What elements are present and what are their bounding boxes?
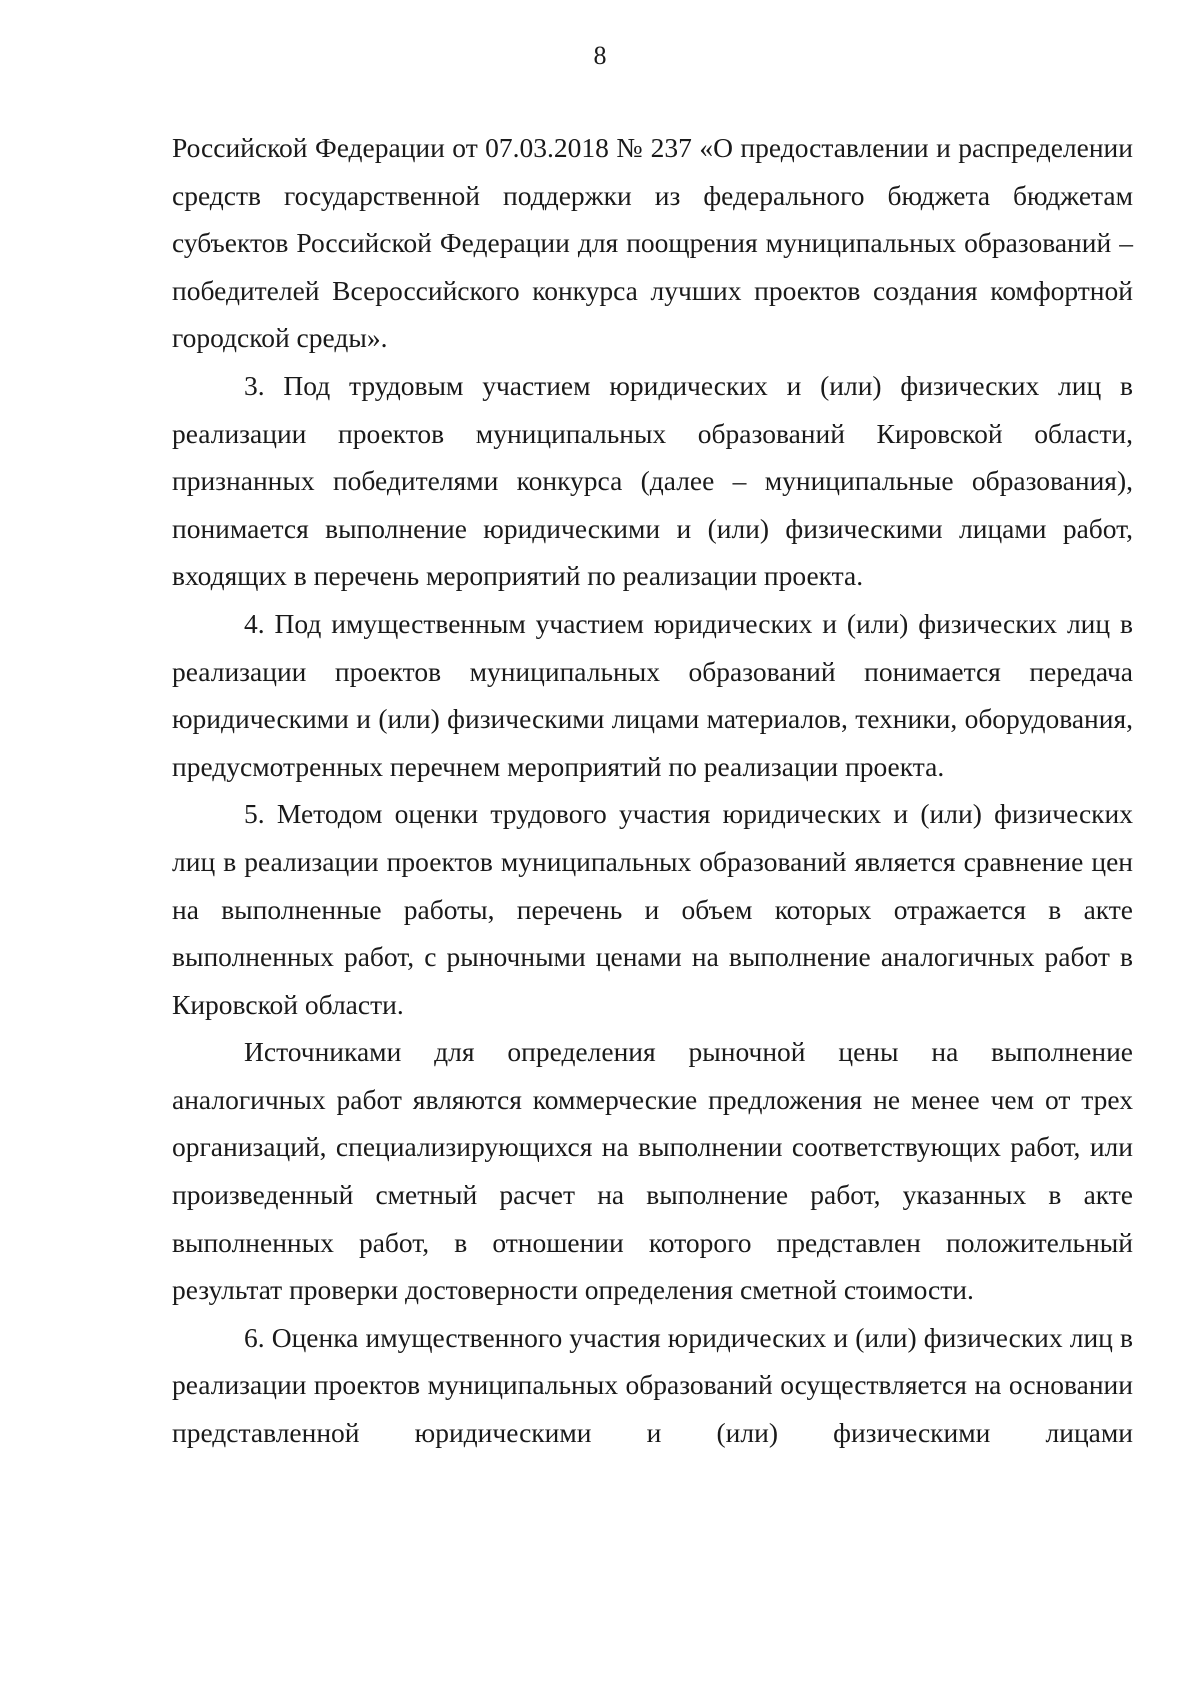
- page-number: 8: [593, 41, 607, 70]
- paragraph-3-labor-participation: 3. Под трудовым участием юридических и (или) физических лиц в реализации проектов муниципальных образований Кировской области, признанных победителями конкурса (далее – муниципальные образования), понимается выполнение юридическими и (или) физическими лицами работ, входящих в перечень мероприятий по реализации проекта.: [172, 369, 1133, 592]
- paragraph-4-property-participation: 4. Под имущественным участием юридических и (или) физических лиц в реализации проектов муниципальных образований понимается передача юридическими и (или) физическими лицами материалов, техники, оборудования, предусмотренных перечнем мероприятий по реализации проекта.: [172, 607, 1133, 782]
- paragraph-5-assessment-method: 5. Методом оценки трудового участия юридических и (или) физических лиц в реализации проектов муниципальных образований является сравнение цен на выполненные работы, перечень и объем которых отражается в акте выполненных работ, с рыночными ценами на выполнение аналогичных работ в Кировской области.: [172, 798, 1133, 1020]
- document-body: [172, 124, 1133, 1457]
- paragraph-6-property-assessment: 6. Оценка имущественного участия юридических и (или) физических лиц в реализации проектов муниципальных образований осуществляется на основании представленной юридическими и (или) физическими лицами: [172, 1321, 1133, 1449]
- paragraph-continuation: Российской Федерации от 07.03.2018 № 237 «О предоставлении и распределении средств государственной поддержки из федерального бюджета бюджетам субъектов Российской Федерации для поощрения муниципальных образований – победителей Всероссийского конкурса лучших проектов создания комфортной городской среды».: [172, 132, 1133, 354]
- paragraph-5-price-sources: Источниками для определения рыночной цены на выполнение аналогичных работ являются коммерческие предложения не менее чем от трех организаций, специализирующихся на выполнении соответствующих работ, или произведенный сметный расчет на выполнение работ, указанных в акте выполненных работ, в отношении которого представлен положительный результат проверки достоверности определения сметной стоимости.: [172, 1036, 1133, 1306]
